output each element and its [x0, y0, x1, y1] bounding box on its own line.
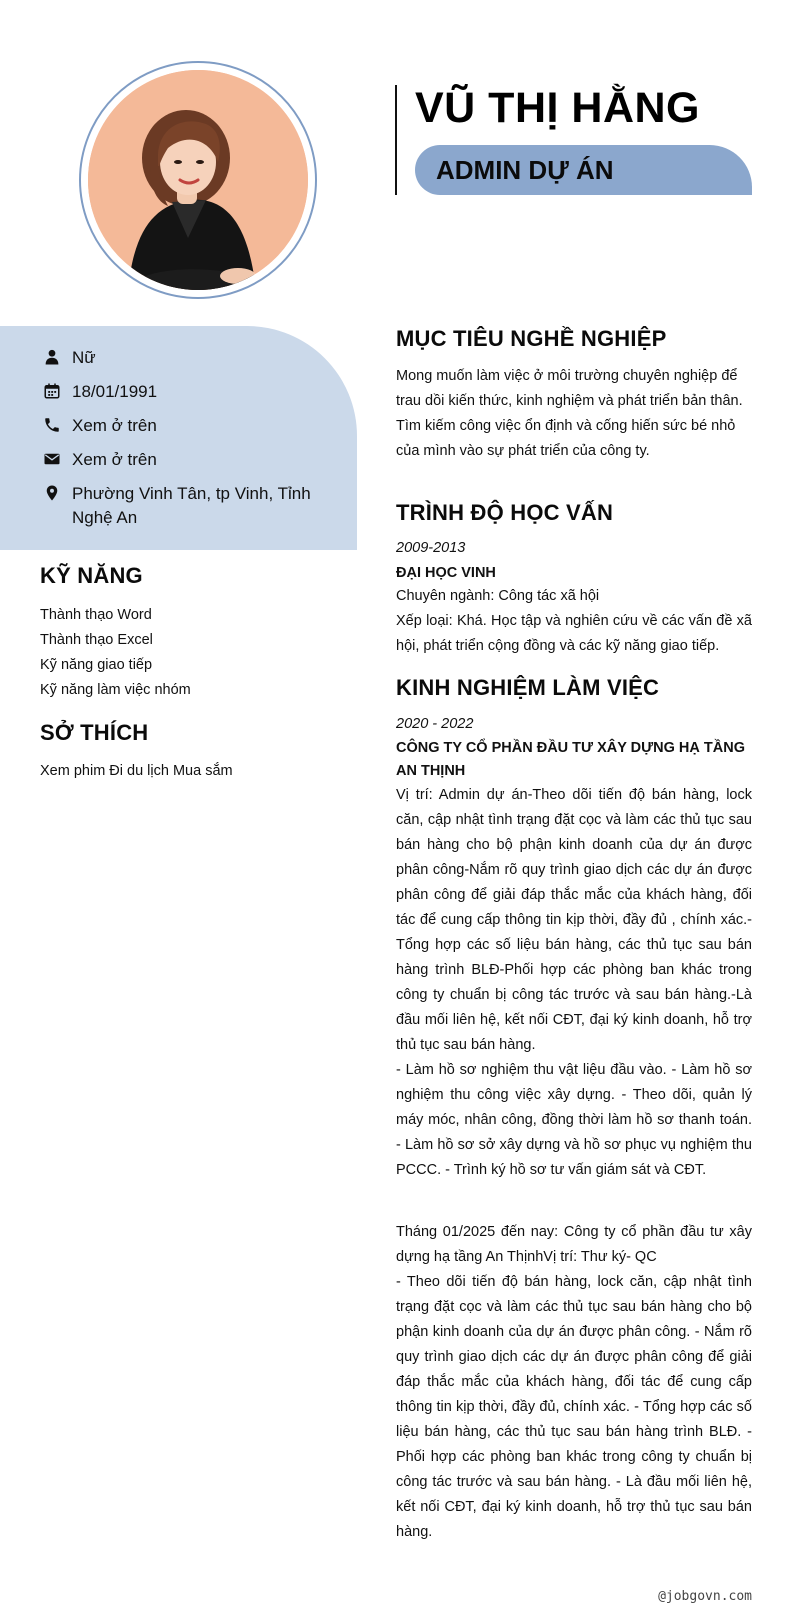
candidate-name: VŨ THỊ HẰNG — [415, 84, 700, 132]
contact-phone — [42, 414, 322, 438]
email-value: Xem ở trên — [72, 450, 157, 469]
skill-item: Thành thạo Excel — [40, 632, 153, 648]
address-value: Phường Vinh Tân, tp Vinh, Tỉnh Nghệ An — [72, 484, 311, 527]
avatar — [88, 70, 308, 290]
skill-item: Kỹ năng giao tiếp — [40, 657, 153, 673]
calendar-icon — [42, 381, 62, 401]
experience-period: 2020 - 2022 — [396, 716, 474, 732]
contact-birthday — [42, 380, 322, 404]
location-icon — [42, 483, 62, 503]
birthday-value: 18/01/1991 — [72, 382, 158, 401]
education-school: ĐẠI HỌC VINH — [396, 565, 496, 581]
skill-item: Kỹ năng làm việc nhóm — [40, 682, 191, 698]
skills-heading: KỸ NĂNG — [40, 563, 143, 588]
experience-heading: KINH NGHIỆM LÀM VIỆC — [396, 675, 660, 700]
skill-item: Thành thạo Word — [40, 607, 152, 623]
site-watermark: @jobgovn.com — [658, 1589, 752, 1604]
job-title: ADMIN DỰ ÁN — [436, 155, 614, 185]
contact-gender — [42, 346, 322, 370]
contact-email — [42, 448, 322, 472]
hobbies-heading: SỞ THÍCH — [40, 720, 149, 745]
person-icon — [42, 347, 62, 367]
phone-icon — [42, 415, 62, 435]
avatar-photo — [88, 70, 308, 290]
name-divider — [395, 85, 397, 195]
education-period: 2009-2013 — [396, 540, 466, 556]
education-rank: Xếp loại: Khá. Học tập và nghiên cứu về các vấn đề xã hội, phát triển cộng đồng và các kỹ năng giao tiếp. — [396, 613, 752, 654]
experience-desc-1: Vị trí: Admin dự án-Theo dõi tiến độ bán hàng, lock căn, cập nhật tình trạng đặt cọc và làm các thủ tục sau bán hàng cho bộ phận kinh doanh của dự án được phân công-Nắm rõ quy trình giao dịch các dự án được phân công để giải đáp thắc mắc của khách hàng, đối tác để cung cấp thông tin kịp thời, đầy đủ , chính xác.-Tổng hợp các số liệu bán hàng, các thủ tục sau bán hàng trình BLĐ-Phối hợp các phòng ban khác trong công ty chuẩn bị công tác trước và sau bán hàng.-Là đầu mối liên hệ, kết nối CĐT, đại ký kinh doanh, hỗ trợ thủ tục sau bán hàng. — [396, 787, 752, 1053]
mail-icon — [42, 449, 62, 469]
job-title-badge — [415, 145, 752, 195]
objective-heading: MỤC TIÊU NGHỀ NGHIỆP — [396, 326, 667, 351]
education-heading: TRÌNH ĐỘ HỌC VẤN — [396, 500, 614, 525]
gender-value: Nữ — [72, 348, 96, 367]
experience-desc-2: - Làm hồ sơ nghiệm thu vật liệu đầu vào. - Làm hồ sơ nghiệm thu công việc xây dựng. - Theo dõi, quản lý máy móc, nhân công, đồng thời làm hồ sơ thanh toán. - Làm hồ sơ sở xây dựng và hồ sơ phục vụ nghiệm thu PCCC. - Trình ký hồ sơ tư vấn giám sát và CĐT. — [396, 1062, 752, 1178]
education-major: Chuyên ngành: Công tác xã hội — [396, 588, 600, 604]
experience-company: CÔNG TY CỔ PHẦN ĐẦU TƯ XÂY DỰNG HẠ TẦNG AN THỊNH — [396, 740, 745, 779]
hobbies-text: Xem phim Đi du lịch Mua sắm — [40, 763, 233, 779]
phone-value: Xem ở trên — [72, 416, 157, 435]
experience-current-desc: - Theo dõi tiến độ bán hàng, lock căn, cập nhật tình trạng đặt cọc và làm các thủ tục sau bán hàng cho bộ phận kinh doanh của dự án được phân công. - Nắm rõ quy trình giao dịch các dự án được phân công để giải đáp thắc mắc của khách hàng, đối tác để cung cấp thông tin kịp thời, đầy đủ, chính xác. - Tổng hợp các số liệu bán hàng, các thủ tục sau bán hàng trình BLĐ. - Phối hợp các phòng ban khác trong công ty chuẩn bị công tác trước và sau bán hàng. - Là đầu mối liên hệ, kết nối CĐT, đại ký kinh doanh, hỗ trợ thủ tục sau bán hàng. — [396, 1274, 752, 1540]
experience-current-header: Tháng 01/2025 đến nay: Công ty cổ phần đầu tư xây dựng hạ tầng An ThịnhVị trí: Thư ký- QC — [396, 1224, 752, 1265]
objective-text: Mong muốn làm việc ở môi trường chuyên nghiệp để trau dồi kiến thức, kinh nghiệm và phát triển bản thân. Tìm kiếm công việc ổn định và cống hiến sức bé nhỏ của mình vào sự phát triển của công ty. — [396, 368, 743, 459]
contact-address — [42, 482, 322, 530]
